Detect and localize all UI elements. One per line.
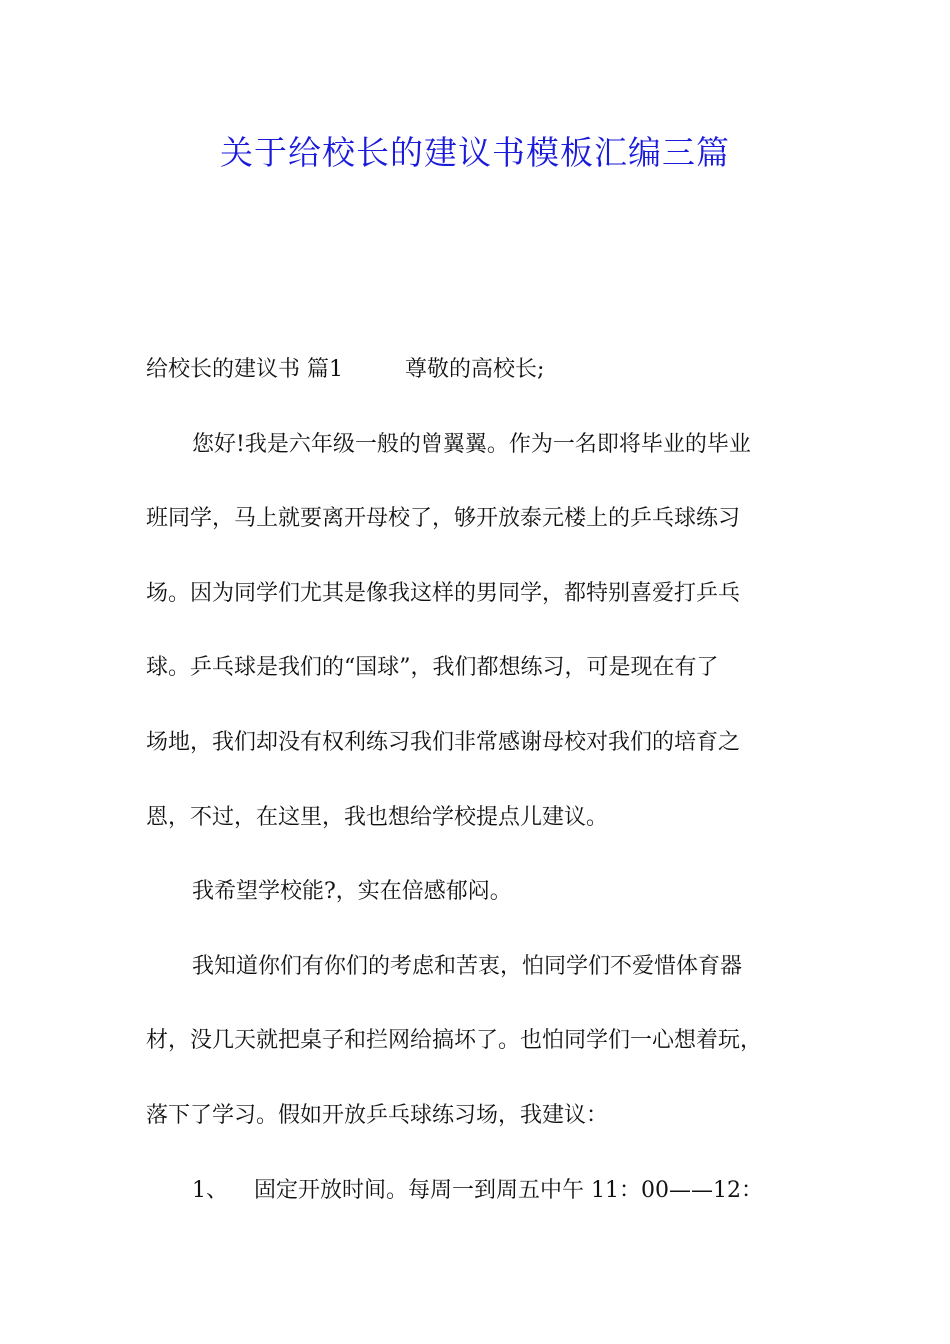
paragraph-line: 班同学，马上就要离开母校了，够开放泰元楼上的乒乓球练习 bbox=[146, 506, 741, 532]
paragraph-line: 场地，我们却没有权利练习我们非常感谢母校对我们的培育之 bbox=[146, 729, 741, 755]
list-item-text: 固定开放时间。每周一到周五中午 11：00——12： bbox=[254, 1177, 763, 1203]
paragraph-line: 我知道你们有你们的考虑和苦衷，怕同学们不爱惜体育器 bbox=[192, 953, 743, 979]
heading-line bbox=[146, 333, 826, 408]
salutation: 尊敬的高校长; bbox=[405, 357, 545, 382]
paragraph-line: 落下了学习。假如开放乒乓球练习场，我建议： bbox=[146, 1102, 609, 1128]
paragraph-line: 球。乒乓球是我们的“国球”，我们都想练习，可是现在有了 bbox=[146, 655, 719, 681]
paragraph-line: 恩，不过，在这里，我也想给学校提点儿建议。 bbox=[146, 804, 609, 830]
paragraph-line: 我希望学校能?，实在倍感郁闷。 bbox=[192, 879, 512, 905]
paragraph-line: 材，没几天就把桌子和拦网给搞坏了。也怕同学们一心想着玩， bbox=[146, 1028, 763, 1054]
list-item-line bbox=[146, 1154, 826, 1229]
document-body bbox=[146, 333, 826, 1228]
section-heading: 给校长的建议书 篇1 bbox=[146, 357, 343, 382]
paragraph-line: 您好!我是六年级一般的曾翼翼。作为一名即将毕业的毕业 bbox=[192, 431, 751, 457]
document-title: 关于给校长的建议书模板汇编三篇 bbox=[220, 133, 730, 172]
list-item-number: 1、 bbox=[192, 1177, 228, 1203]
paragraph-line: 场。因为同学们尤其是像我这样的男同学，都特别喜爱打乒乓 bbox=[146, 580, 741, 606]
